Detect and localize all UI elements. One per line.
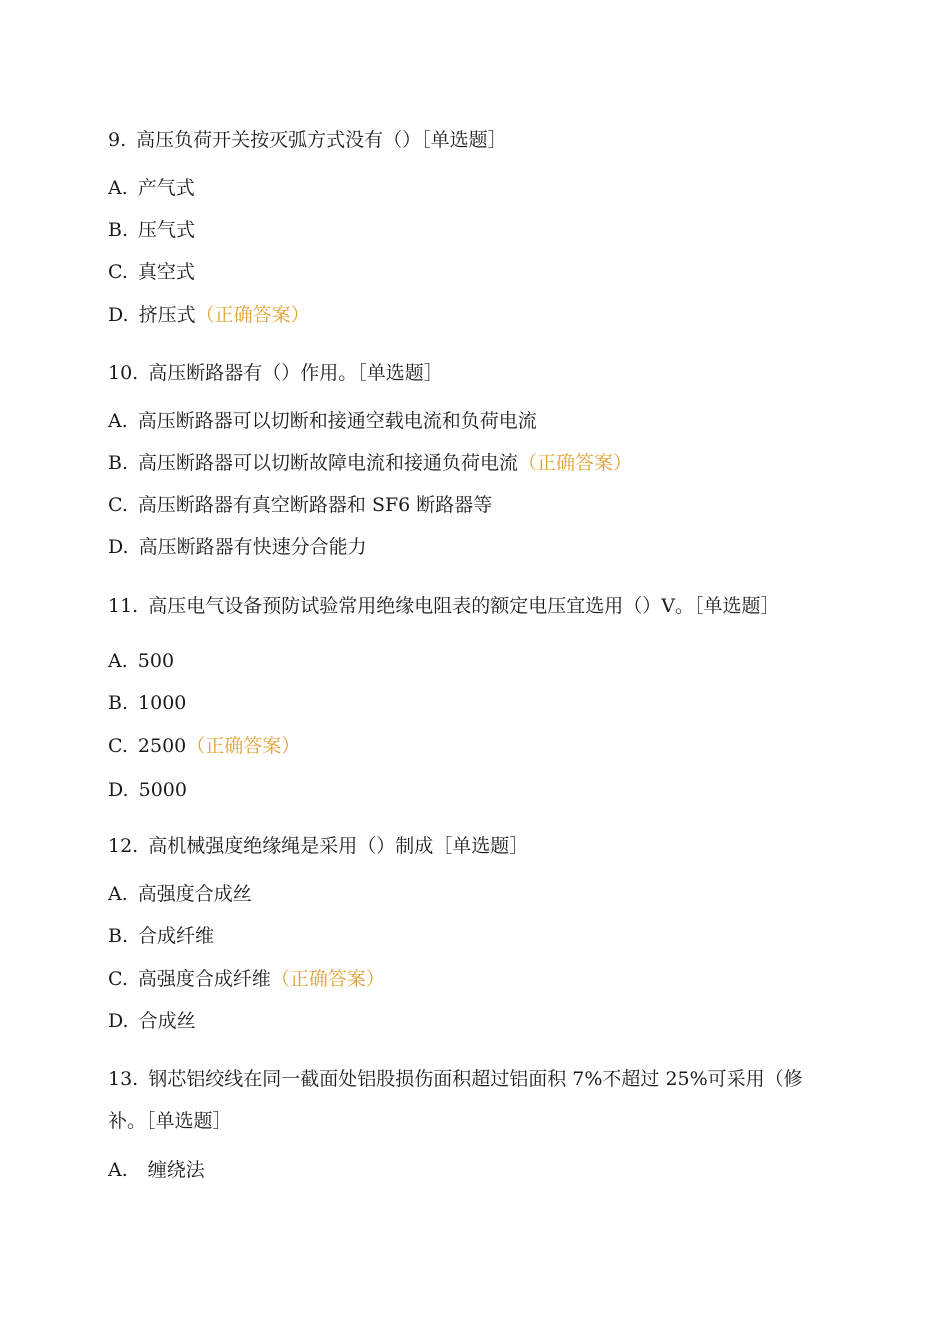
option-text: 高压断路器可以切断故障电流和接通负荷电流	[138, 452, 519, 474]
option-text: 产气式	[137, 177, 195, 199]
option-text: 高压断路器可以切断和接通空载电流和负荷电流	[137, 410, 537, 432]
option-text: 合成纤维	[138, 925, 215, 947]
option-13a	[108, 1158, 205, 1182]
option-text: 高压断路器有快速分合能力	[138, 536, 367, 558]
correct-answer-marker: （正确答案）	[186, 735, 301, 757]
option-letter: C.	[108, 735, 128, 757]
option-text: 5000	[138, 779, 187, 801]
option-letter: B.	[108, 925, 129, 947]
question-text: 高压断路器有（）作用。［单选题］	[148, 362, 443, 384]
question-text: 高压电气设备预防试验常用绝缘电阻表的额定电压宜选用（）V。［单选题］	[148, 595, 780, 617]
question-number: 11.	[108, 595, 139, 617]
option-12b	[108, 924, 214, 948]
option-letter: D.	[108, 536, 129, 558]
option-letter: C.	[108, 494, 128, 516]
question-number: 13.	[108, 1068, 139, 1090]
option-9b	[108, 218, 195, 242]
option-11a	[108, 649, 174, 673]
correct-answer-marker: （正确答案）	[518, 452, 633, 474]
option-text: 真空式	[137, 261, 195, 283]
question-10	[108, 361, 443, 385]
option-text: 2500	[137, 735, 187, 757]
option-letter: B.	[108, 219, 129, 241]
option-11c	[108, 734, 300, 758]
option-9d	[108, 303, 310, 327]
option-10a	[108, 409, 537, 433]
option-letter: B.	[108, 692, 129, 714]
option-10d	[108, 535, 367, 559]
question-text: 高压负荷开关按灭弧方式没有（）［单选题］	[136, 129, 507, 151]
option-11b	[108, 691, 186, 715]
option-letter: A.	[108, 1159, 128, 1181]
question-11	[108, 594, 779, 618]
option-letter: B.	[108, 452, 129, 474]
question-number: 10.	[108, 362, 139, 384]
option-10b	[108, 451, 632, 475]
question-13	[108, 1067, 803, 1091]
option-text: 高强度合成丝	[137, 883, 252, 905]
option-text: 高强度合成纤维	[137, 968, 271, 990]
option-text: 合成丝	[138, 1010, 196, 1032]
option-text: 1000	[138, 692, 187, 714]
question-text-line1: 钢芯铝绞线在同一截面处铝股损伤面积超过铝面积 7%不超过 25%可采用（修	[148, 1068, 803, 1090]
option-text: 压气式	[138, 219, 196, 241]
option-9a	[108, 176, 195, 200]
option-text: 挤压式	[138, 304, 196, 326]
option-12c	[108, 967, 385, 991]
option-text: 缠绕法	[147, 1159, 205, 1181]
option-text: 高压断路器有真空断路器和 SF6 断路器等	[137, 494, 493, 516]
option-12a	[108, 882, 252, 906]
option-10c	[108, 493, 492, 517]
question-number: 12.	[108, 835, 139, 857]
option-letter: A.	[108, 177, 128, 199]
option-text: 500	[137, 650, 175, 672]
question-12	[108, 834, 528, 858]
option-letter: D.	[108, 1010, 129, 1032]
option-12d	[108, 1009, 196, 1033]
option-9c	[108, 260, 195, 284]
question-13-continued	[108, 1109, 232, 1133]
option-letter: A.	[108, 650, 128, 672]
option-letter: C.	[108, 261, 128, 283]
option-letter: C.	[108, 968, 128, 990]
option-11d	[108, 778, 187, 802]
question-text-line2: 补。［单选题］	[108, 1110, 232, 1132]
option-letter: D.	[108, 304, 129, 326]
question-number: 9.	[108, 129, 127, 151]
option-letter: A.	[108, 410, 128, 432]
question-9	[108, 128, 507, 152]
option-letter: A.	[108, 883, 128, 905]
question-text: 高机械强度绝缘绳是采用（）制成［单选题］	[148, 835, 529, 857]
correct-answer-marker: （正确答案）	[195, 304, 310, 326]
option-letter: D.	[108, 779, 129, 801]
correct-answer-marker: （正确答案）	[270, 968, 385, 990]
